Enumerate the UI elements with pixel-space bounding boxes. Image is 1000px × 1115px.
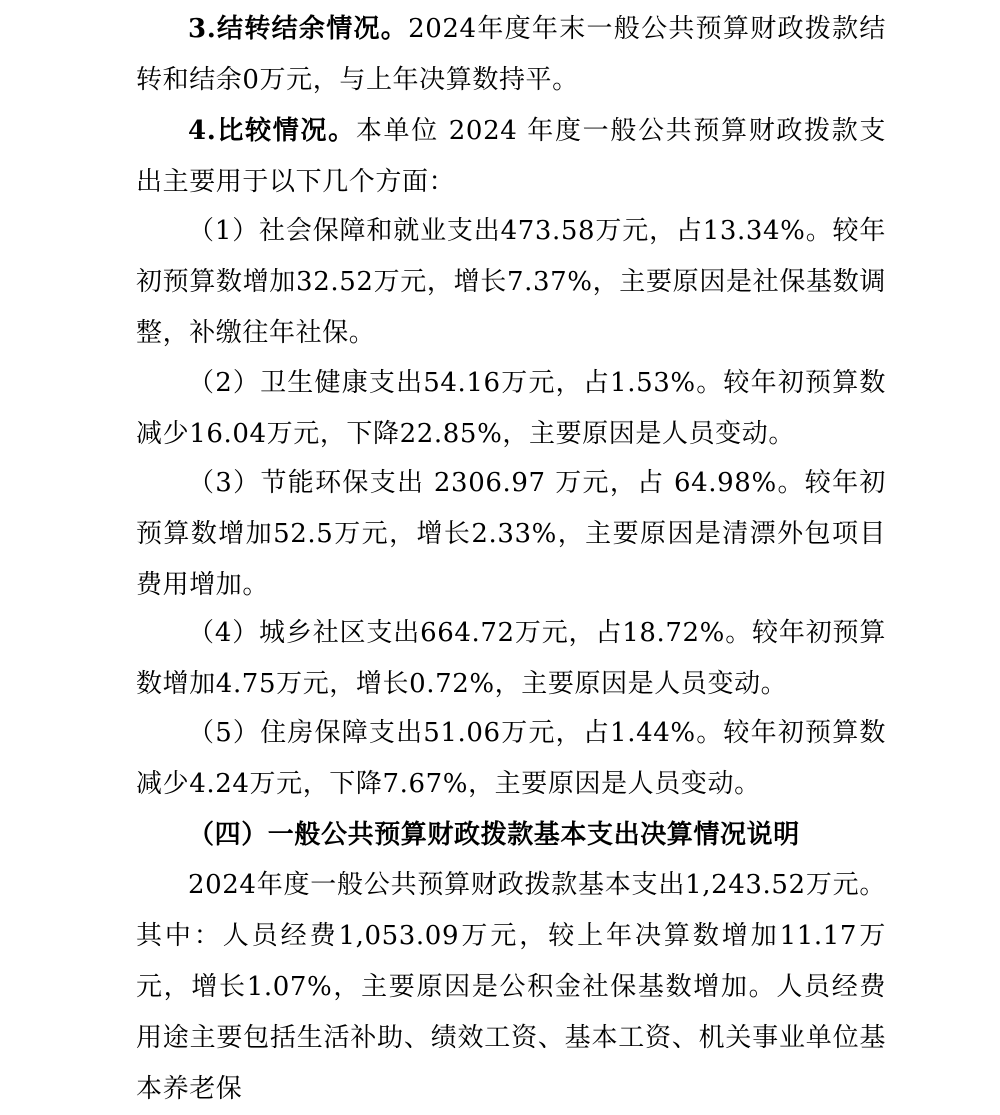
paragraph-housing: （5）住房保障支出51.06万元，占1.44%。较年初预算数减少4.24万元，下降7.67%，主要原因是人员变动。	[136, 718, 886, 799]
paragraph-energy-environment: （3）节能环保支出 2306.97 万元，占 64.98%。较年初预算数增加52.5万元，增长2.33%，主要原因是清漂外包项目费用增加。	[136, 468, 886, 600]
paragraph-text-carryover: 2024年度年末一般公共预算财政拨款结转和结余0万元，与上年决算数持平。	[136, 14, 886, 95]
section-heading-basic-expenditure: （四）一般公共预算财政拨款基本支出决算情况说明	[188, 820, 800, 850]
paragraph-lead-carryover: 3.结转结余情况。	[188, 14, 409, 44]
paragraph-comparison	[136, 106, 886, 208]
paragraph-carryover-balance	[136, 4, 886, 106]
paragraph-basic-expenditure: 2024年度一般公共预算财政拨款基本支出1,243.52万元。其中：人员经费1,053.09万元，较上年决算数增加11.17万元，增长1.07%，主要原因是公积金社保基数增加。人员经费用途主要包括生活补助、绩效工资、基本工资、机关事业单位基本养老保	[136, 870, 886, 1104]
paragraph-lead-comparison: 4.比较情况。	[188, 116, 356, 146]
paragraph-urban-rural: （4）城乡社区支出664.72万元，占18.72%。较年初预算数增加4.75万元，增长0.72%，主要原因是人员变动。	[136, 618, 886, 699]
paragraph-social-security: （1）社会保障和就业支出473.58万元，占13.34%。较年初预算数增加32.52万元，增长7.37%，主要原因是社保基数调整，补缴往年社保。	[136, 216, 886, 348]
paragraph-health: （2）卫生健康支出54.16万元，占1.53%。较年初预算数减少16.04万元，下降22.85%，主要原因是人员变动。	[136, 368, 886, 449]
paragraph-text-comparison: 本单位 2024 年度一般公共预算财政拨款支出主要用于以下几个方面：	[136, 116, 887, 197]
